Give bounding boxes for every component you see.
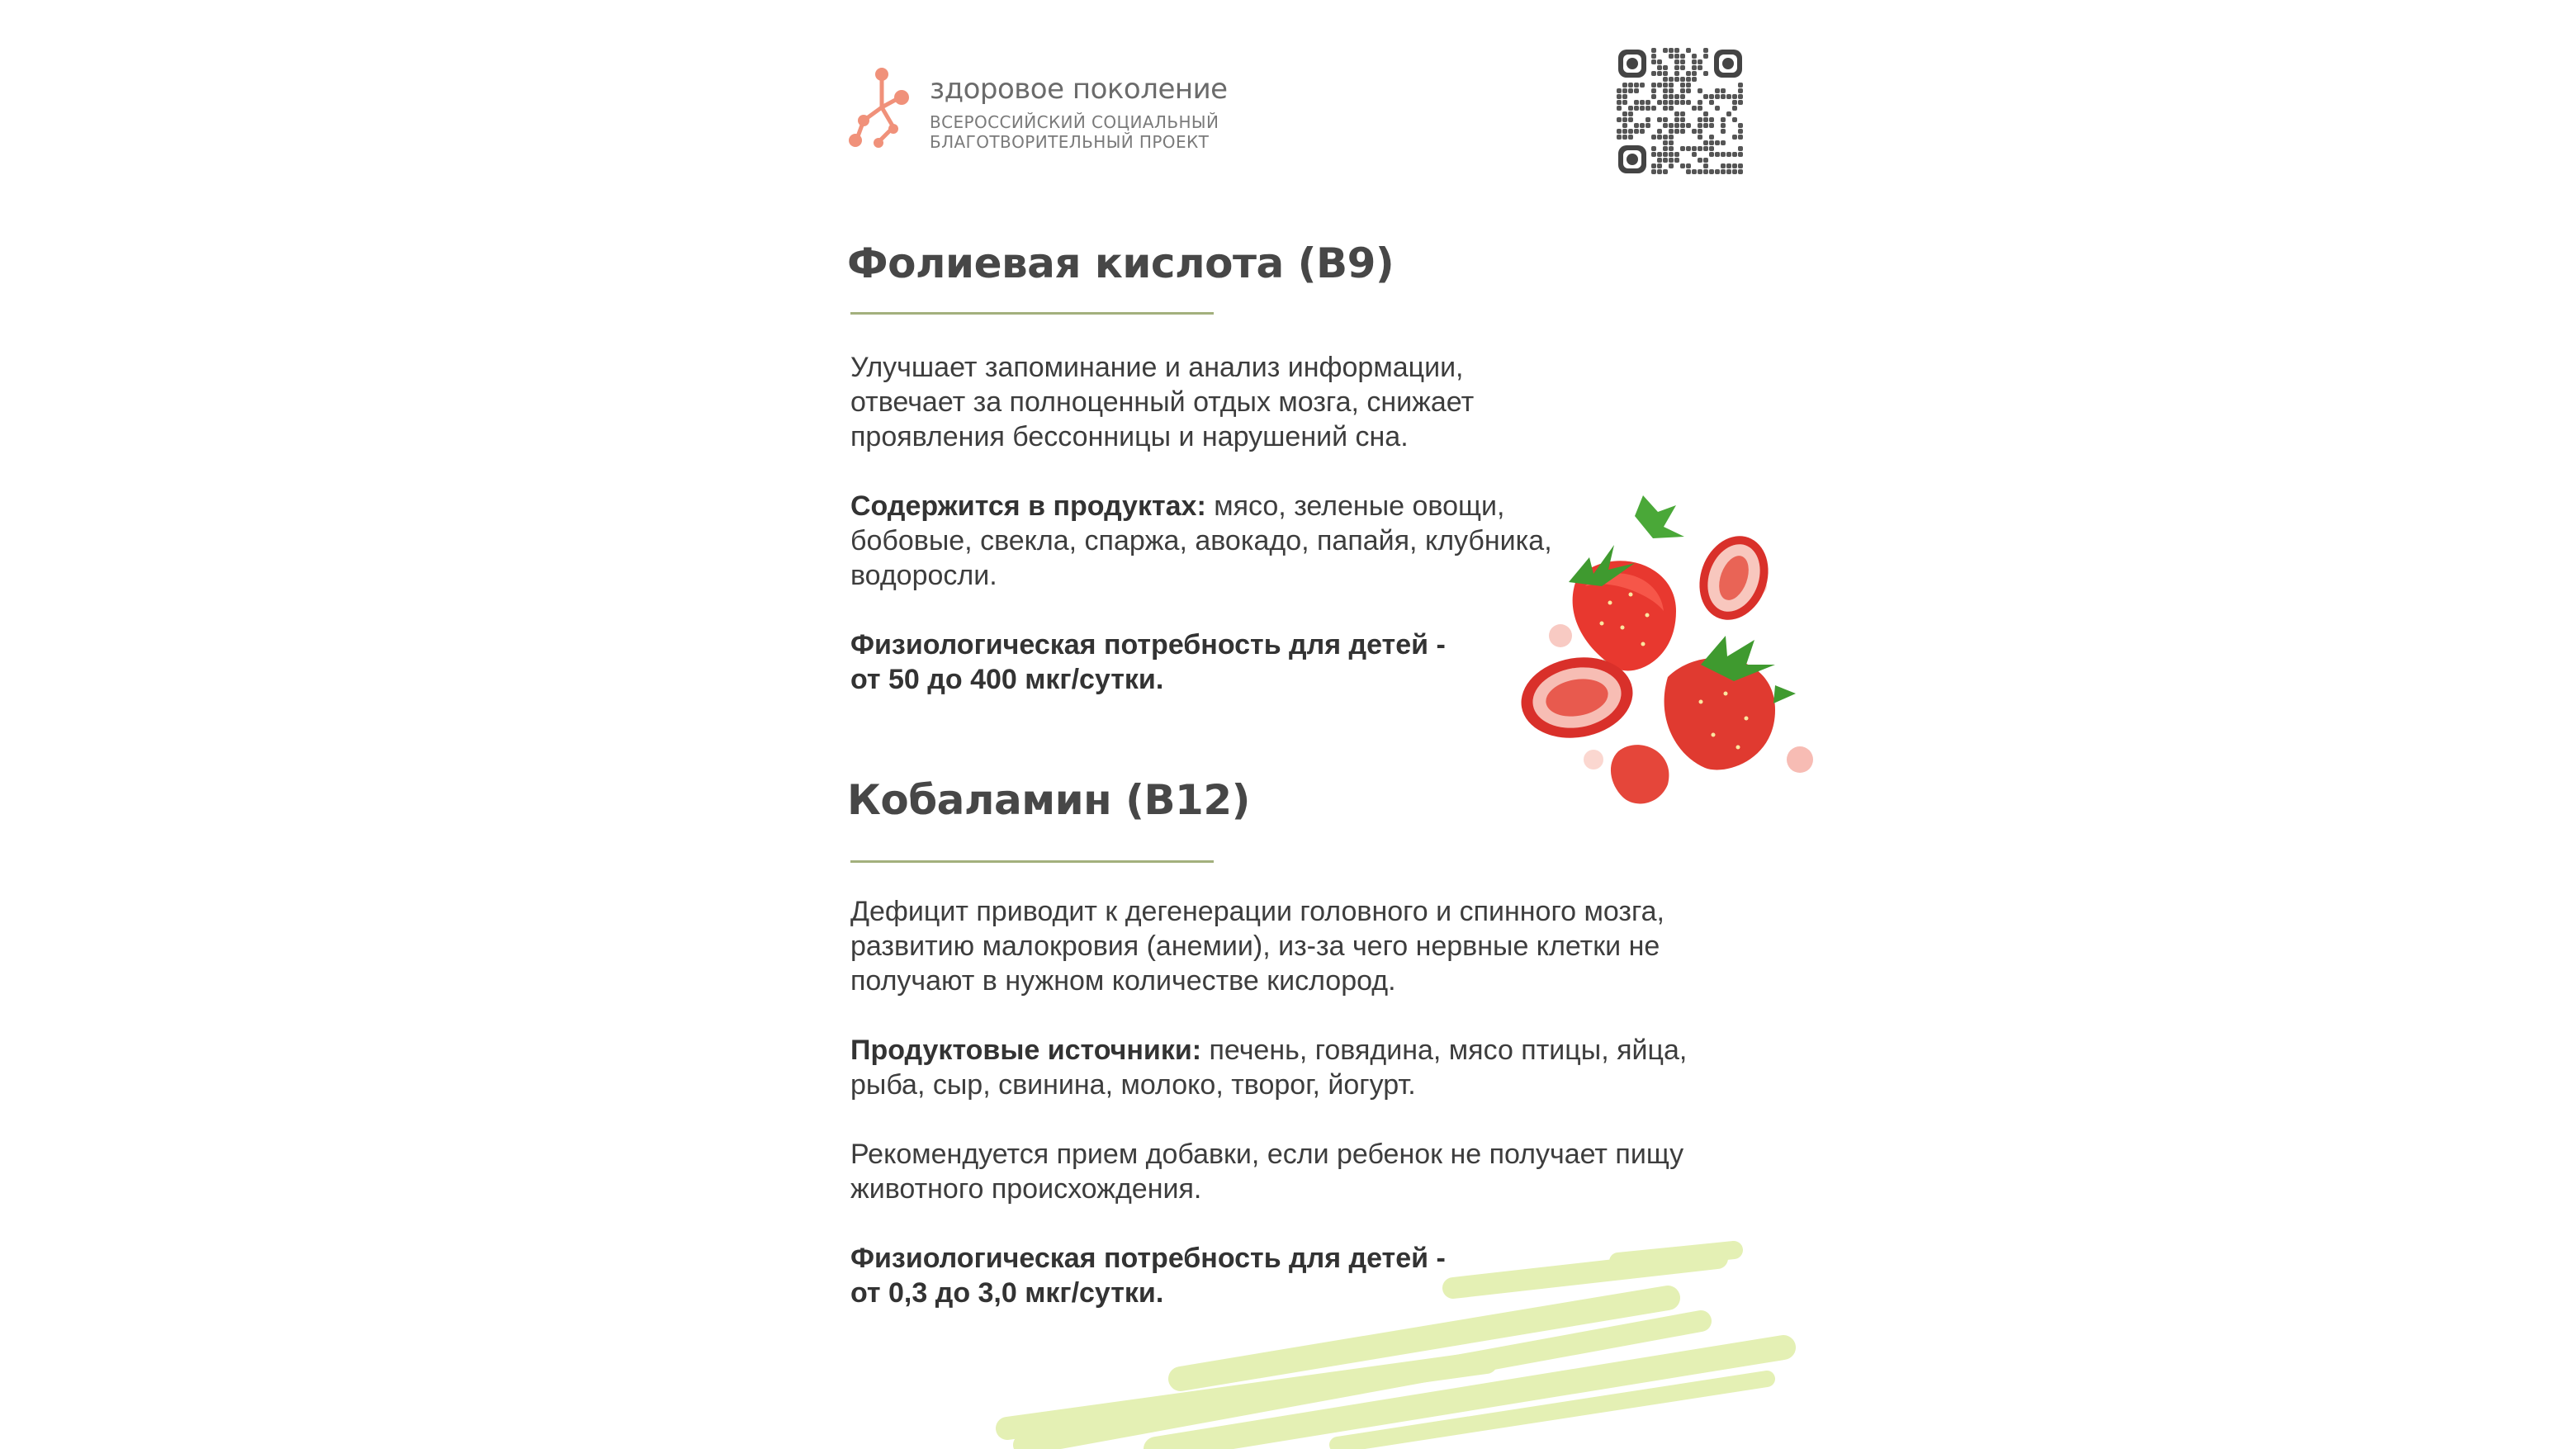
qr-module [1646,123,1650,128]
logo-subtitle-line-1: ВСЕРОССИЙСКИЙ СОЦИАЛЬНЫЙ [930,112,1219,132]
text-line: животного происхождения. [850,1173,1202,1205]
qr-module [1703,94,1708,99]
qr-module [1680,129,1685,134]
qr-module [1674,129,1679,134]
qr-module [1709,123,1714,128]
qr-module [1698,135,1702,140]
qr-module [1657,100,1662,105]
logo-subtitle-line-2: БЛАГОТВОРИТЕЛЬНЫЙ ПРОЕКТ [930,132,1210,152]
text-line: Улучшает запоминание и анализ информации, [850,352,1464,383]
qr-module [1674,100,1679,105]
qr-module [1646,106,1650,111]
qr-module [1715,169,1720,174]
qr-module [1698,65,1702,70]
qr-module [1674,59,1679,64]
qr-module [1663,65,1668,70]
divider-b9 [850,312,1214,315]
qr-module [1628,129,1633,134]
qr-module [1657,83,1662,88]
qr-module [1709,135,1714,140]
qr-module [1663,152,1668,157]
qr-module [1698,106,1702,111]
qr-module [1674,71,1679,76]
qr-module [1721,117,1726,122]
qr-module [1617,94,1622,99]
qr-code-icon[interactable] [1617,48,1744,175]
qr-module [1657,169,1662,174]
qr-module [1663,94,1668,99]
text-line: Физиологическая потребность для детей - [850,629,1446,661]
qr-module [1669,77,1674,82]
qr-module [1622,111,1627,116]
qr-module [1680,59,1685,64]
qr-module [1617,106,1622,111]
qr-module [1686,48,1691,53]
qr-module [1715,152,1720,157]
b9-description [850,350,1474,454]
qr-module [1692,129,1697,134]
qr-module [1663,106,1668,111]
sources-label: Содержится в продуктах: [850,490,1206,522]
qr-module [1663,88,1668,93]
qr-module [1721,169,1726,174]
qr-module [1669,146,1674,151]
qr-module [1651,169,1656,174]
qr-module [1703,123,1708,128]
qr-module [1703,117,1708,122]
qr-module [1651,59,1656,64]
qr-module [1732,163,1737,168]
qr-module [1617,117,1622,122]
qr-module [1738,88,1743,93]
qr-module [1692,106,1697,111]
qr-module [1634,100,1639,105]
qr-module [1686,169,1691,174]
qr-module [1657,158,1662,163]
qr-module [1680,54,1685,59]
qr-module [1640,129,1645,134]
qr-module [1692,54,1697,59]
text-line: Физиологическая потребность для детей - [850,1243,1446,1274]
qr-module [1703,163,1708,168]
qr-module [1680,83,1685,88]
qr-module [1721,123,1726,128]
qr-module [1680,111,1685,116]
heading-b9: Фолиевая кислота (B9) [847,239,1395,287]
qr-module [1657,129,1662,134]
qr-module [1732,94,1737,99]
qr-module [1703,146,1708,151]
qr-module [1628,135,1633,140]
text-line: печень, говядина, мясо птицы, яйца, [1201,1035,1688,1066]
divider-b12 [850,860,1214,863]
qr-module [1651,163,1656,168]
qr-module [1698,129,1702,134]
qr-module [1646,100,1650,105]
qr-module [1628,106,1633,111]
b9-sources [850,489,1552,593]
qr-module [1680,77,1685,82]
qr-module [1680,146,1685,151]
qr-module [1657,71,1662,76]
qr-module [1726,152,1731,157]
qr-module [1698,169,1702,174]
qr-module [1738,94,1743,99]
qr-module [1721,152,1726,157]
qr-module [1732,100,1737,105]
qr-module [1651,146,1656,151]
qr-module [1622,100,1627,105]
qr-module [1692,65,1697,70]
qr-module [1622,83,1627,88]
qr-module [1686,163,1691,168]
qr-module [1669,135,1674,140]
text-line: бобовые, свекла, спаржа, авокадо, папайя, клубника, [850,525,1552,556]
qr-module [1709,94,1714,99]
qr-module [1709,100,1714,105]
qr-module [1703,111,1708,116]
qr-module [1640,106,1645,111]
text-line: Дефицит приводит к дегенерации головного и спинного мозга, [850,896,1664,927]
qr-module [1698,59,1702,64]
qr-module [1709,152,1714,157]
qr-module [1674,111,1679,116]
qr-module [1628,111,1633,116]
qr-module [1674,117,1679,122]
qr-module [1622,123,1627,128]
qr-module [1651,94,1656,99]
qr-module [1715,140,1720,145]
qr-module [1651,135,1656,140]
qr-module [1709,169,1714,174]
qr-module [1738,169,1743,174]
qr-module [1726,163,1731,168]
qr-module [1680,123,1685,128]
qr-module [1680,88,1685,93]
qr-module [1640,100,1645,105]
qr-module [1634,88,1639,93]
qr-module [1646,117,1650,122]
qr-module [1651,71,1656,76]
qr-module [1726,169,1731,174]
qr-module [1738,146,1743,151]
text-line: от 0,3 до 3,0 мкг/сутки. [850,1277,1164,1309]
qr-module [1680,163,1685,168]
qr-module [1674,77,1679,82]
qr-module [1680,65,1685,70]
qr-module [1622,129,1627,134]
qr-module [1721,94,1726,99]
qr-module [1738,83,1743,88]
qr-module [1628,83,1633,88]
text-line: получают в нужном количестве кислород. [850,965,1396,997]
text-line: отвечает за полноценный отдых мозга, снижает [850,386,1475,418]
b12-sources [850,1033,1687,1102]
qr-module [1692,169,1697,174]
qr-module [1721,140,1726,145]
qr-module [1634,83,1639,88]
qr-module [1657,152,1662,157]
qr-module [1669,140,1674,145]
qr-module [1680,117,1685,122]
qr-module [1692,146,1697,151]
qr-module [1732,152,1737,157]
qr-module [1703,140,1708,145]
qr-module [1669,163,1674,168]
qr-module [1738,100,1743,105]
qr-module [1738,163,1743,168]
qr-module [1686,83,1691,88]
qr-module [1721,163,1726,168]
logo-title: здоровое поколение [930,73,1228,106]
qr-module [1669,54,1674,59]
qr-module [1721,88,1726,93]
qr-module [1663,123,1668,128]
qr-module [1628,117,1633,122]
qr-module [1669,106,1674,111]
qr-module [1657,117,1662,122]
molecule-icon [845,66,918,149]
qr-module [1703,71,1708,76]
b12-description [850,894,1664,998]
qr-module [1640,83,1645,88]
text-line: Рекомендуется прием добавки, если ребенок не получает пищу [850,1139,1684,1170]
qr-module [1692,152,1697,157]
qr-module [1663,158,1668,163]
qr-module [1738,135,1743,140]
qr-module [1692,59,1697,64]
qr-module [1738,123,1743,128]
qr-module [1732,117,1737,122]
qr-module [1617,88,1622,93]
qr-module [1726,111,1731,116]
qr-module [1663,48,1668,53]
qr-module [1651,83,1656,88]
qr-module [1622,88,1627,93]
qr-module [1698,123,1702,128]
qr-module [1703,158,1708,163]
qr-module [1686,77,1691,82]
strawberries-image [1511,487,1816,817]
qr-module [1651,88,1656,93]
qr-module [1698,146,1702,151]
text-line: рыба, сыр, свинина, молоко, творог, йогурт. [850,1069,1416,1101]
sources-label: Продуктовые источники: [850,1035,1202,1066]
qr-module [1669,123,1674,128]
qr-module [1669,94,1674,99]
qr-module [1663,135,1668,140]
qr-module [1703,54,1708,59]
qr-module [1622,135,1627,140]
qr-module [1663,100,1668,105]
qr-module [1680,100,1685,105]
qr-module [1663,169,1668,174]
qr-module [1674,65,1679,70]
qr-module [1651,48,1656,53]
qr-module [1698,117,1702,122]
b9-requirement [850,627,1446,697]
qr-module [1663,83,1668,88]
qr-module [1674,158,1679,163]
qr-module [1657,65,1662,70]
text-line: развитию малокровия (анемии), из-за чего нервные клетки не [850,930,1660,962]
qr-module [1732,169,1737,174]
text-line: мясо, зеленые овощи, [1205,490,1505,522]
qr-module [1692,77,1697,82]
qr-module [1674,54,1679,59]
qr-module [1669,83,1674,88]
qr-module [1674,48,1679,53]
text-line: от 50 до 400 мкг/сутки. [850,664,1164,695]
qr-module [1686,71,1691,76]
qr-module [1686,146,1691,151]
qr-module [1686,123,1691,128]
qr-module [1651,106,1656,111]
qr-module [1674,152,1679,157]
qr-module [1663,117,1668,122]
qr-module [1640,123,1645,128]
qr-module [1698,88,1702,93]
qr-module [1686,88,1691,93]
qr-module [1669,100,1674,105]
qr-module [1657,163,1662,168]
qr-module [1692,71,1697,76]
qr-module [1674,123,1679,128]
qr-module [1686,100,1691,105]
qr-module [1680,94,1685,99]
qr-module [1715,106,1720,111]
qr-module [1698,100,1702,105]
qr-module [1709,140,1714,145]
qr-module [1726,94,1731,99]
qr-module [1674,94,1679,99]
qr-module [1721,129,1726,134]
qr-module [1715,94,1720,99]
qr-module [1709,117,1714,122]
qr-module [1703,48,1708,53]
qr-module [1669,48,1674,53]
qr-module [1657,59,1662,64]
qr-module [1703,169,1708,174]
qr-module [1663,71,1668,76]
qr-module [1622,94,1627,99]
qr-module [1617,129,1622,134]
qr-module [1663,77,1668,82]
qr-module [1617,135,1622,140]
qr-module [1669,152,1674,157]
qr-module [1657,135,1662,140]
qr-module [1651,152,1656,157]
qr-module [1738,152,1743,157]
decorative-brush-strokes [991,1238,1800,1449]
qr-module [1669,158,1674,163]
qr-module [1698,158,1702,163]
qr-module [1669,129,1674,134]
qr-module [1738,129,1743,134]
qr-module [1628,88,1633,93]
text-line: водоросли. [850,560,997,591]
qr-module [1732,135,1737,140]
qr-module [1634,129,1639,134]
qr-module [1715,88,1720,93]
qr-module [1732,106,1737,111]
qr-module [1651,54,1656,59]
qr-module [1663,140,1668,145]
qr-module [1663,146,1668,151]
qr-module [1622,117,1627,122]
qr-module [1617,100,1622,105]
heading-b12: Кобаламин (B12) [847,776,1250,824]
qr-module [1669,88,1674,93]
b12-recommendation [850,1137,1683,1206]
qr-module [1634,123,1639,128]
text-line: проявления бессонницы и нарушений сна. [850,421,1409,452]
qr-module [1634,106,1639,111]
qr-module [1709,146,1714,151]
